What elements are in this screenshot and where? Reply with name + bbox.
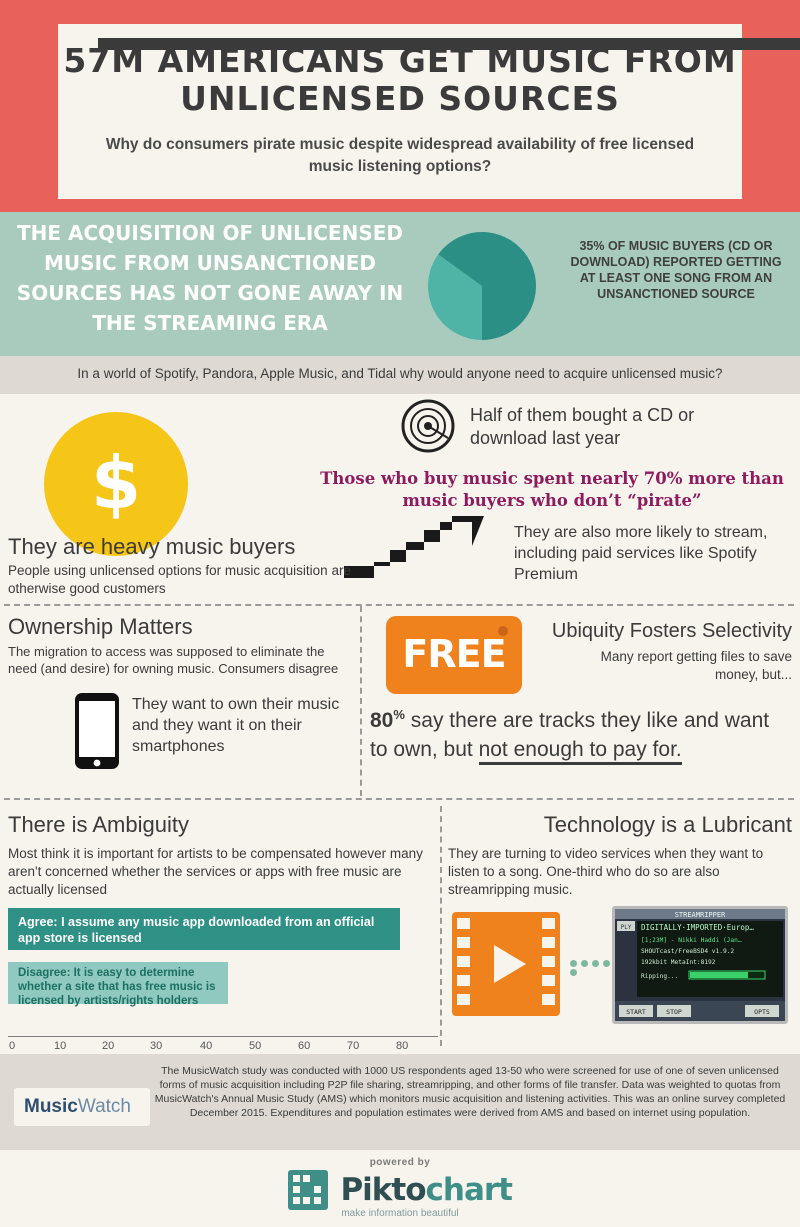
divider-1 xyxy=(4,604,794,606)
free-tag-label: FREE xyxy=(402,632,506,676)
technology-body: They are turning to video services when they want to listen to a song. One-third who do so are also streamripping music. xyxy=(448,846,764,897)
divider-2 xyxy=(4,798,794,800)
tick-50: 50 xyxy=(249,1040,262,1052)
spending-callout: Those who buy music spent nearly 70% more than music buyers who don’t “pirate” xyxy=(320,469,784,510)
ubiquity-title: Ubiquity Fosters Selectivity xyxy=(551,620,792,642)
pie-chart-note: 35% OF MUSIC BUYERS (CD OR DOWNLOAD) REPORTED GETTING AT LEAST ONE SONG FROM AN UNSANCTIONED SOURCE xyxy=(570,239,782,301)
bar-disagree-label: Disagree: It is easy to determine whether a site that has free music is licensed by artists/rights holders xyxy=(18,967,216,1007)
bar-agree xyxy=(8,908,400,950)
ambiguity-body: Most think it is important for artists to be compensated however many aren't concerned whether the services or apps with free music are actually licensed xyxy=(8,846,423,897)
tick-80: 80 xyxy=(396,1040,409,1052)
header-band xyxy=(0,0,800,212)
video-film-icon xyxy=(452,912,560,1016)
piktochart-logo[interactable] xyxy=(0,1170,800,1210)
divider-vertical-1 xyxy=(360,606,362,796)
piktochart-name-light: chart xyxy=(425,1172,513,1208)
svg-text:[1;23M] - Nikki Haddi (Jan…: [1;23M] - Nikki Haddi (Jan… xyxy=(641,937,742,944)
svg-text:Ripping...: Ripping... xyxy=(641,973,679,980)
piktochart-tagline: make information beautiful xyxy=(341,1208,459,1219)
divider-vertical-2 xyxy=(440,806,442,1046)
smartphone-text: They want to own their music and they want it on their smartphones xyxy=(132,696,340,755)
page-title: 57M AMERICANS GET MUSIC FROM UNLICENSED SOURCES xyxy=(63,41,737,118)
svg-text:STOP: STOP xyxy=(666,1008,682,1016)
piktochart-name-dark: Pikto xyxy=(340,1172,426,1208)
cd-disc-icon xyxy=(400,398,456,454)
svg-text:SHOUTcast/FreeBSD4 v1.9.2: SHOUTcast/FreeBSD4 v1.9.2 xyxy=(641,948,735,955)
question-strip-text: In a world of Spotify, Pandora, Apple Music, and Tidal why would anyone need to acquire unlicensed music? xyxy=(77,366,723,381)
eighty-percent-sign: % xyxy=(393,707,405,722)
ownership-body: The migration to access was supposed to eliminate the need (and desire) for owning music. Consumers disagree xyxy=(8,644,339,676)
eighty-text-2: not enough to pay for. xyxy=(479,738,682,765)
heavy-buyers-title: They are heavy music buyers xyxy=(8,534,296,559)
eighty-percent-stat xyxy=(370,700,790,764)
svg-text:OPTS: OPTS xyxy=(754,1008,770,1016)
growth-arrow-icon xyxy=(344,508,484,588)
dollar-sign: $ xyxy=(90,441,142,525)
page-subtitle: Why do consumers pirate music despite widespread availability of free licensed music listening options? xyxy=(105,136,695,175)
technology-title: Technology is a Lubricant xyxy=(543,812,792,837)
tick-40: 40 xyxy=(200,1040,213,1052)
musicwatch-logo-bold: Music xyxy=(24,1096,78,1117)
svg-text:DIGITALLY·IMPORTED·Europ…: DIGITALLY·IMPORTED·Europ… xyxy=(641,923,754,932)
bar-disagree xyxy=(8,962,228,1007)
svg-text:START: START xyxy=(626,1008,646,1016)
pie-chart xyxy=(428,232,548,342)
footnote-text: The MusicWatch study was conducted with 1000 US respondents aged 13-50 who were screened for use of one of seven unlicensed forms of music acquisition including P2P file sharing, streamripping, and other forms of file transfer. Data was weighted to quotas from MusicWatch's Annual Music Study (AMS) which monitors music acquisition and listening activities. This was an online survey completed December 2015. Expenditures and population estimates were derived from AMS and based on internet using population. xyxy=(154,1065,786,1119)
pie-chart-graphic xyxy=(407,211,558,362)
tick-60: 60 xyxy=(298,1040,311,1052)
svg-text:PLY: PLY xyxy=(620,924,632,931)
piktochart-mark-icon xyxy=(288,1170,328,1210)
header-card xyxy=(58,24,742,199)
ambiguity-title: There is Ambiguity xyxy=(8,812,189,837)
svg-text:STREAMRIPPER: STREAMRIPPER xyxy=(674,911,726,919)
cd-purchase-text: Half of them bought a CD or download last year xyxy=(470,405,695,448)
streaming-text: They are also more likely to stream, including paid services like Spotify Premium xyxy=(514,524,768,583)
ubiquity-body: Many report getting files to save money, but... xyxy=(600,649,792,682)
tick-70: 70 xyxy=(347,1040,360,1052)
bar-agree-label: Agree: I assume any music app downloaded from an official app store is licensed xyxy=(18,915,375,945)
musicwatch-logo xyxy=(14,1088,150,1126)
tick-10: 10 xyxy=(54,1040,67,1052)
tick-20: 20 xyxy=(102,1040,115,1052)
streamripper-window xyxy=(612,906,788,1024)
musicwatch-logo-light: Watch xyxy=(77,1096,131,1117)
tick-30: 30 xyxy=(150,1040,163,1052)
teal-headline: THE ACQUISITION OF UNLICENSED MUSIC FROM UNSANCTIONED SOURCES HAS NOT GONE AWAY IN THE STREAMING ERA xyxy=(16,221,404,335)
eighty-text-1: say there are tracks they like and want to own, but xyxy=(370,709,770,761)
heavy-buyers-body: People using unlicensed options for music acquisition are otherwise good customers xyxy=(8,563,351,596)
ownership-title: Ownership Matters xyxy=(8,614,193,639)
eighty-number: 80 xyxy=(370,709,394,732)
bar-chart-axis xyxy=(8,1036,438,1037)
powered-by-label: powered by xyxy=(369,1157,431,1168)
tick-0: 0 xyxy=(9,1040,16,1052)
smartphone-icon xyxy=(74,692,120,770)
free-tag-icon xyxy=(386,616,522,694)
svg-text:192kbit MetaInt:8192: 192kbit MetaInt:8192 xyxy=(641,959,716,966)
